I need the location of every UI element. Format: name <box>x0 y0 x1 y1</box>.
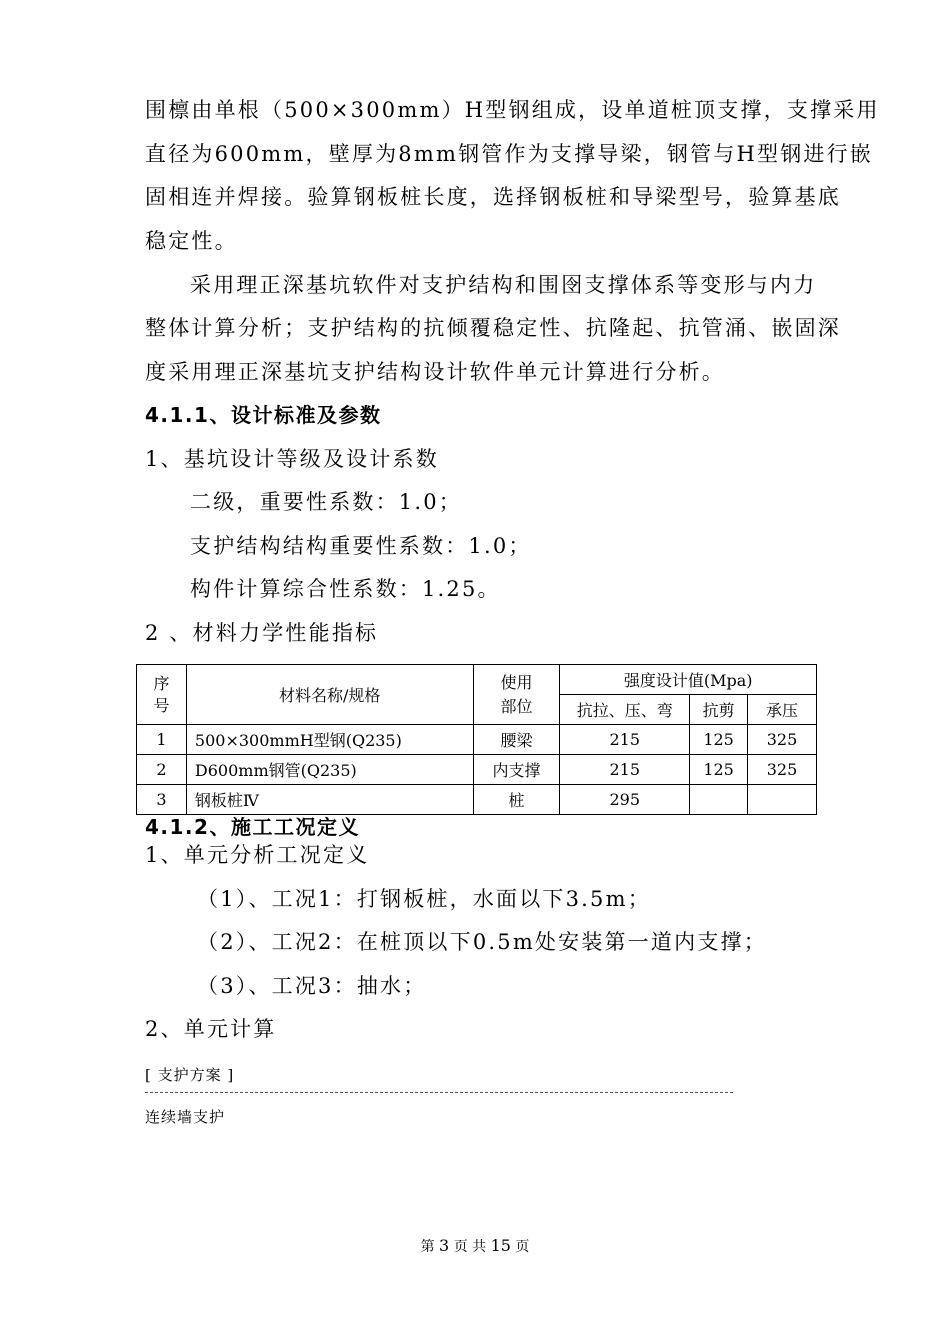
table-row <box>137 725 817 755</box>
header-shear: 抗剪 <box>690 695 748 725</box>
cell-tension: 215 <box>560 725 690 755</box>
section-heading: 4.1.1、设计标准及参数 <box>145 403 382 427</box>
list-item: 2 、材料力学性能指标 <box>145 621 379 645</box>
dashed-divider <box>145 1092 733 1093</box>
paragraph-line: 围檩由单根（500×300mm）H型钢组成，设单道桩顶支撑，支撑采用 <box>145 98 880 122</box>
list-item: 1、单元分析工况定义 <box>145 843 370 867</box>
cell-name: 500×300mmH型钢(Q235) <box>186 725 473 755</box>
cell-shear: 125 <box>690 755 748 785</box>
cell-use: 桩 <box>473 785 560 815</box>
scheme-value: 连续墙支护 <box>145 1108 226 1126</box>
list-item: 1、基坑设计等级及设计系数 <box>145 447 439 471</box>
table-header-row <box>137 665 817 695</box>
header-index: 序 号 <box>137 665 187 725</box>
cell-tension: 295 <box>560 785 690 815</box>
material-table <box>136 664 817 815</box>
cell-bearing <box>748 785 817 815</box>
page-total: 15 <box>490 1236 511 1255</box>
header-tension: 抗拉、压、弯 <box>560 695 690 725</box>
paragraph-line: 整体计算分析；支护结构的抗倾覆稳定性、抗隆起、抗管涌、嵌固深 <box>145 316 841 340</box>
paragraph-line: 采用理正深基坑软件对支护结构和围囹支撑体系等变形与内力 <box>190 273 817 297</box>
cell-index: 2 <box>137 755 187 785</box>
list-item: 构件计算综合性系数：1.25。 <box>190 577 501 601</box>
page-number: 3 <box>439 1236 450 1255</box>
table-row <box>137 785 817 815</box>
cell-name: 钢板桩Ⅳ <box>186 785 473 815</box>
scheme-label: [ 支护方案 ] <box>145 1066 235 1084</box>
list-item: 二级，重要性系数：1.0； <box>190 490 462 514</box>
cell-bearing: 325 <box>748 725 817 755</box>
case-item: （1）、工况1：打钢板桩，水面以下3.5m； <box>197 887 651 911</box>
paragraph-line: 直径为600mm，壁厚为8mm钢管作为支撑导梁，钢管与H型钢进行嵌 <box>145 142 874 166</box>
header-name: 材料名称/规格 <box>186 665 473 725</box>
header-use: 使用 部位 <box>473 665 560 725</box>
cell-index: 3 <box>137 785 187 815</box>
cell-tension: 215 <box>560 755 690 785</box>
cell-index: 1 <box>137 725 187 755</box>
list-item: 2、单元计算 <box>145 1017 277 1041</box>
case-item: （3）、工况3：抽水； <box>197 974 427 998</box>
cell-shear <box>690 785 748 815</box>
case-item: （2）、工况2：在桩顶以下0.5m处安装第一道内支撑； <box>197 930 767 954</box>
list-item: 支护结构结构重要性系数：1.0； <box>190 534 532 558</box>
section-heading: 4.1.2、施工工况定义 <box>145 815 360 839</box>
cell-name: D600mm钢管(Q235) <box>186 755 473 785</box>
cell-use: 腰梁 <box>473 725 560 755</box>
paragraph-line: 稳定性。 <box>145 229 238 253</box>
page-footer: 第 3 页 共 15 页 <box>420 1236 530 1255</box>
cell-bearing: 325 <box>748 755 817 785</box>
cell-use: 内支撑 <box>473 755 560 785</box>
header-bearing: 承压 <box>748 695 817 725</box>
paragraph-line: 固相连并焊接。验算钢板桩长度，选择钢板桩和导梁型号，验算基底 <box>145 185 841 209</box>
paragraph-line: 度采用理正深基坑支护结构设计软件单元计算进行分析。 <box>145 360 725 384</box>
header-strength: 强度设计值(Mpa) <box>560 665 817 695</box>
table-row <box>137 755 817 785</box>
cell-shear: 125 <box>690 725 748 755</box>
